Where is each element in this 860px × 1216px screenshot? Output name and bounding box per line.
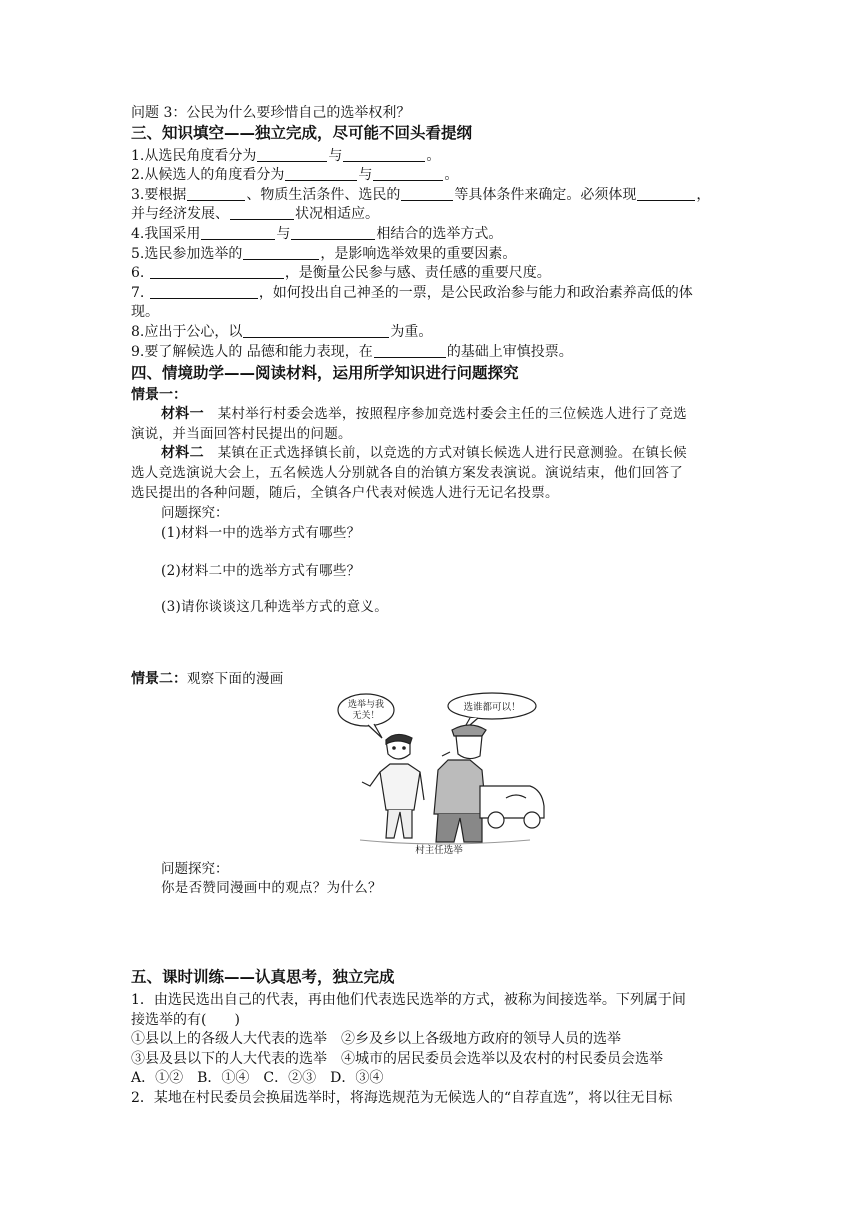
fill-item-7: 7. ，如何投出自己神圣的一票，是公民政治参与能力和政治素养高低的体 [131,285,693,301]
fill-item-3-cont: 并与经济发展、 状况相适应。 [131,206,379,222]
blank[interactable] [401,186,453,201]
fill-item-4: 4.我国采用 与 相结合的选举方式。 [131,226,503,242]
bubble-right-text: 选谁都可以！ [463,702,521,713]
explore-q3: (3)请你谈谈这几种选举方式的意义。 [161,599,389,615]
section-3-title: 三、知识填空——独立完成，尽可能不回头看提纲 [131,124,473,142]
blank[interactable] [150,264,284,279]
cartoon-illustration [330,690,548,858]
blank[interactable] [230,205,294,220]
blank[interactable] [285,166,357,181]
exercise-1-cont: 接选举的有( ) [131,1012,240,1028]
section-5-title: 五、课时训练——认真思考，独立完成 [131,968,395,986]
blank[interactable] [243,323,389,338]
blank[interactable] [150,284,258,299]
blank[interactable] [243,245,319,260]
exercise-1: 1．由选民选出自己的代表，再由他们代表选民选举的方式，被称为间接选举。下列属于间 [131,992,686,1008]
fill-item-5: 5.选民参加选举的 ，是影响选举效果的重要因素。 [131,246,517,262]
fill-item-8: 8.应出于公心，以 为重。 [131,324,433,340]
question-3: 问题 3：公民为什么要珍惜自己的选举权利？ [131,105,411,121]
answer-choices[interactable]: A．①② B．①④ C．②③ D．③④ [131,1070,384,1086]
blank[interactable] [187,186,245,201]
explore-label: 问题探究： [161,505,229,521]
section-4-title: 四、情境助学——阅读材料，运用所学知识进行问题探究 [131,364,519,382]
scene-1-label: 情景一： [131,387,187,403]
material-2-cont2: 选民提出的各种问题，随后，全镇各户代表对候选人进行无记名投票。 [131,485,559,501]
blank[interactable] [373,166,443,181]
explore-q1: (1)材料一中的选举方式有哪些？ [161,525,361,541]
blank[interactable] [201,225,275,240]
blank[interactable] [637,186,695,201]
option-line-2: ③县及县以下的人大代表的选举 ④城市的居民委员会选举以及农村的村民委员会选举 [131,1051,663,1067]
material-1: 材料一 某村举行村委会选举，按照程序参加竞选村委会主任的三位候选人进行了竞选 [161,406,687,422]
fill-item-9: 9.要了解候选人的 品德和能力表现，在 的基础上审慎投票。 [131,344,573,360]
fill-item-1: 1.从选民角度看分为 与 。 [131,148,441,164]
explore-q4: 你是否赞同漫画中的观点？为什么？ [161,880,382,896]
cartoon-caption: 村主任选举 [415,845,463,856]
bubble-left-line2: 无关！ [352,711,380,721]
material-1-cont: 演说，并当面回答村民提出的问题。 [131,426,352,442]
explore-label-2: 问题探究： [161,861,229,877]
fill-item-7-cont: 现。 [131,304,159,320]
explore-q2: (2)材料二中的选举方式有哪些？ [161,563,361,579]
option-line-1: ①县以上的各级人大代表的选举 ②乡及乡以上各级地方政府的领导人员的选举 [131,1031,621,1047]
material-2: 材料二 某镇在正式选择镇长前，以竞选的方式对镇长候选人进行民意测验。在镇长候 [161,445,687,461]
blank[interactable] [343,147,425,162]
material-2-cont: 选人竞选演说大会上，五名候选人分别就各自的治镇方案发表演说。演说结束，他们回答了 [131,465,683,481]
exercise-2: 2．某地在村民委员会换届选举时，将海选规范为无候选人的“自荐直选”，将以往无目标 [131,1090,673,1106]
fill-item-6: 6. ，是衡量公民参与感、责任感的重要尺度。 [131,265,551,281]
fill-item-2: 2.从候选人的角度看分为 与 。 [131,167,459,183]
bubble-left-line1: 选举与我 [347,700,385,710]
blank[interactable] [374,343,446,358]
blank[interactable] [257,147,327,162]
fill-item-3: 3.要根据 、物质生活条件、选民的 等具体条件来确定。必须体现 ， [131,187,711,203]
scene-2: 情景二：观察下面的漫画 [131,671,284,687]
blank[interactable] [291,225,375,240]
